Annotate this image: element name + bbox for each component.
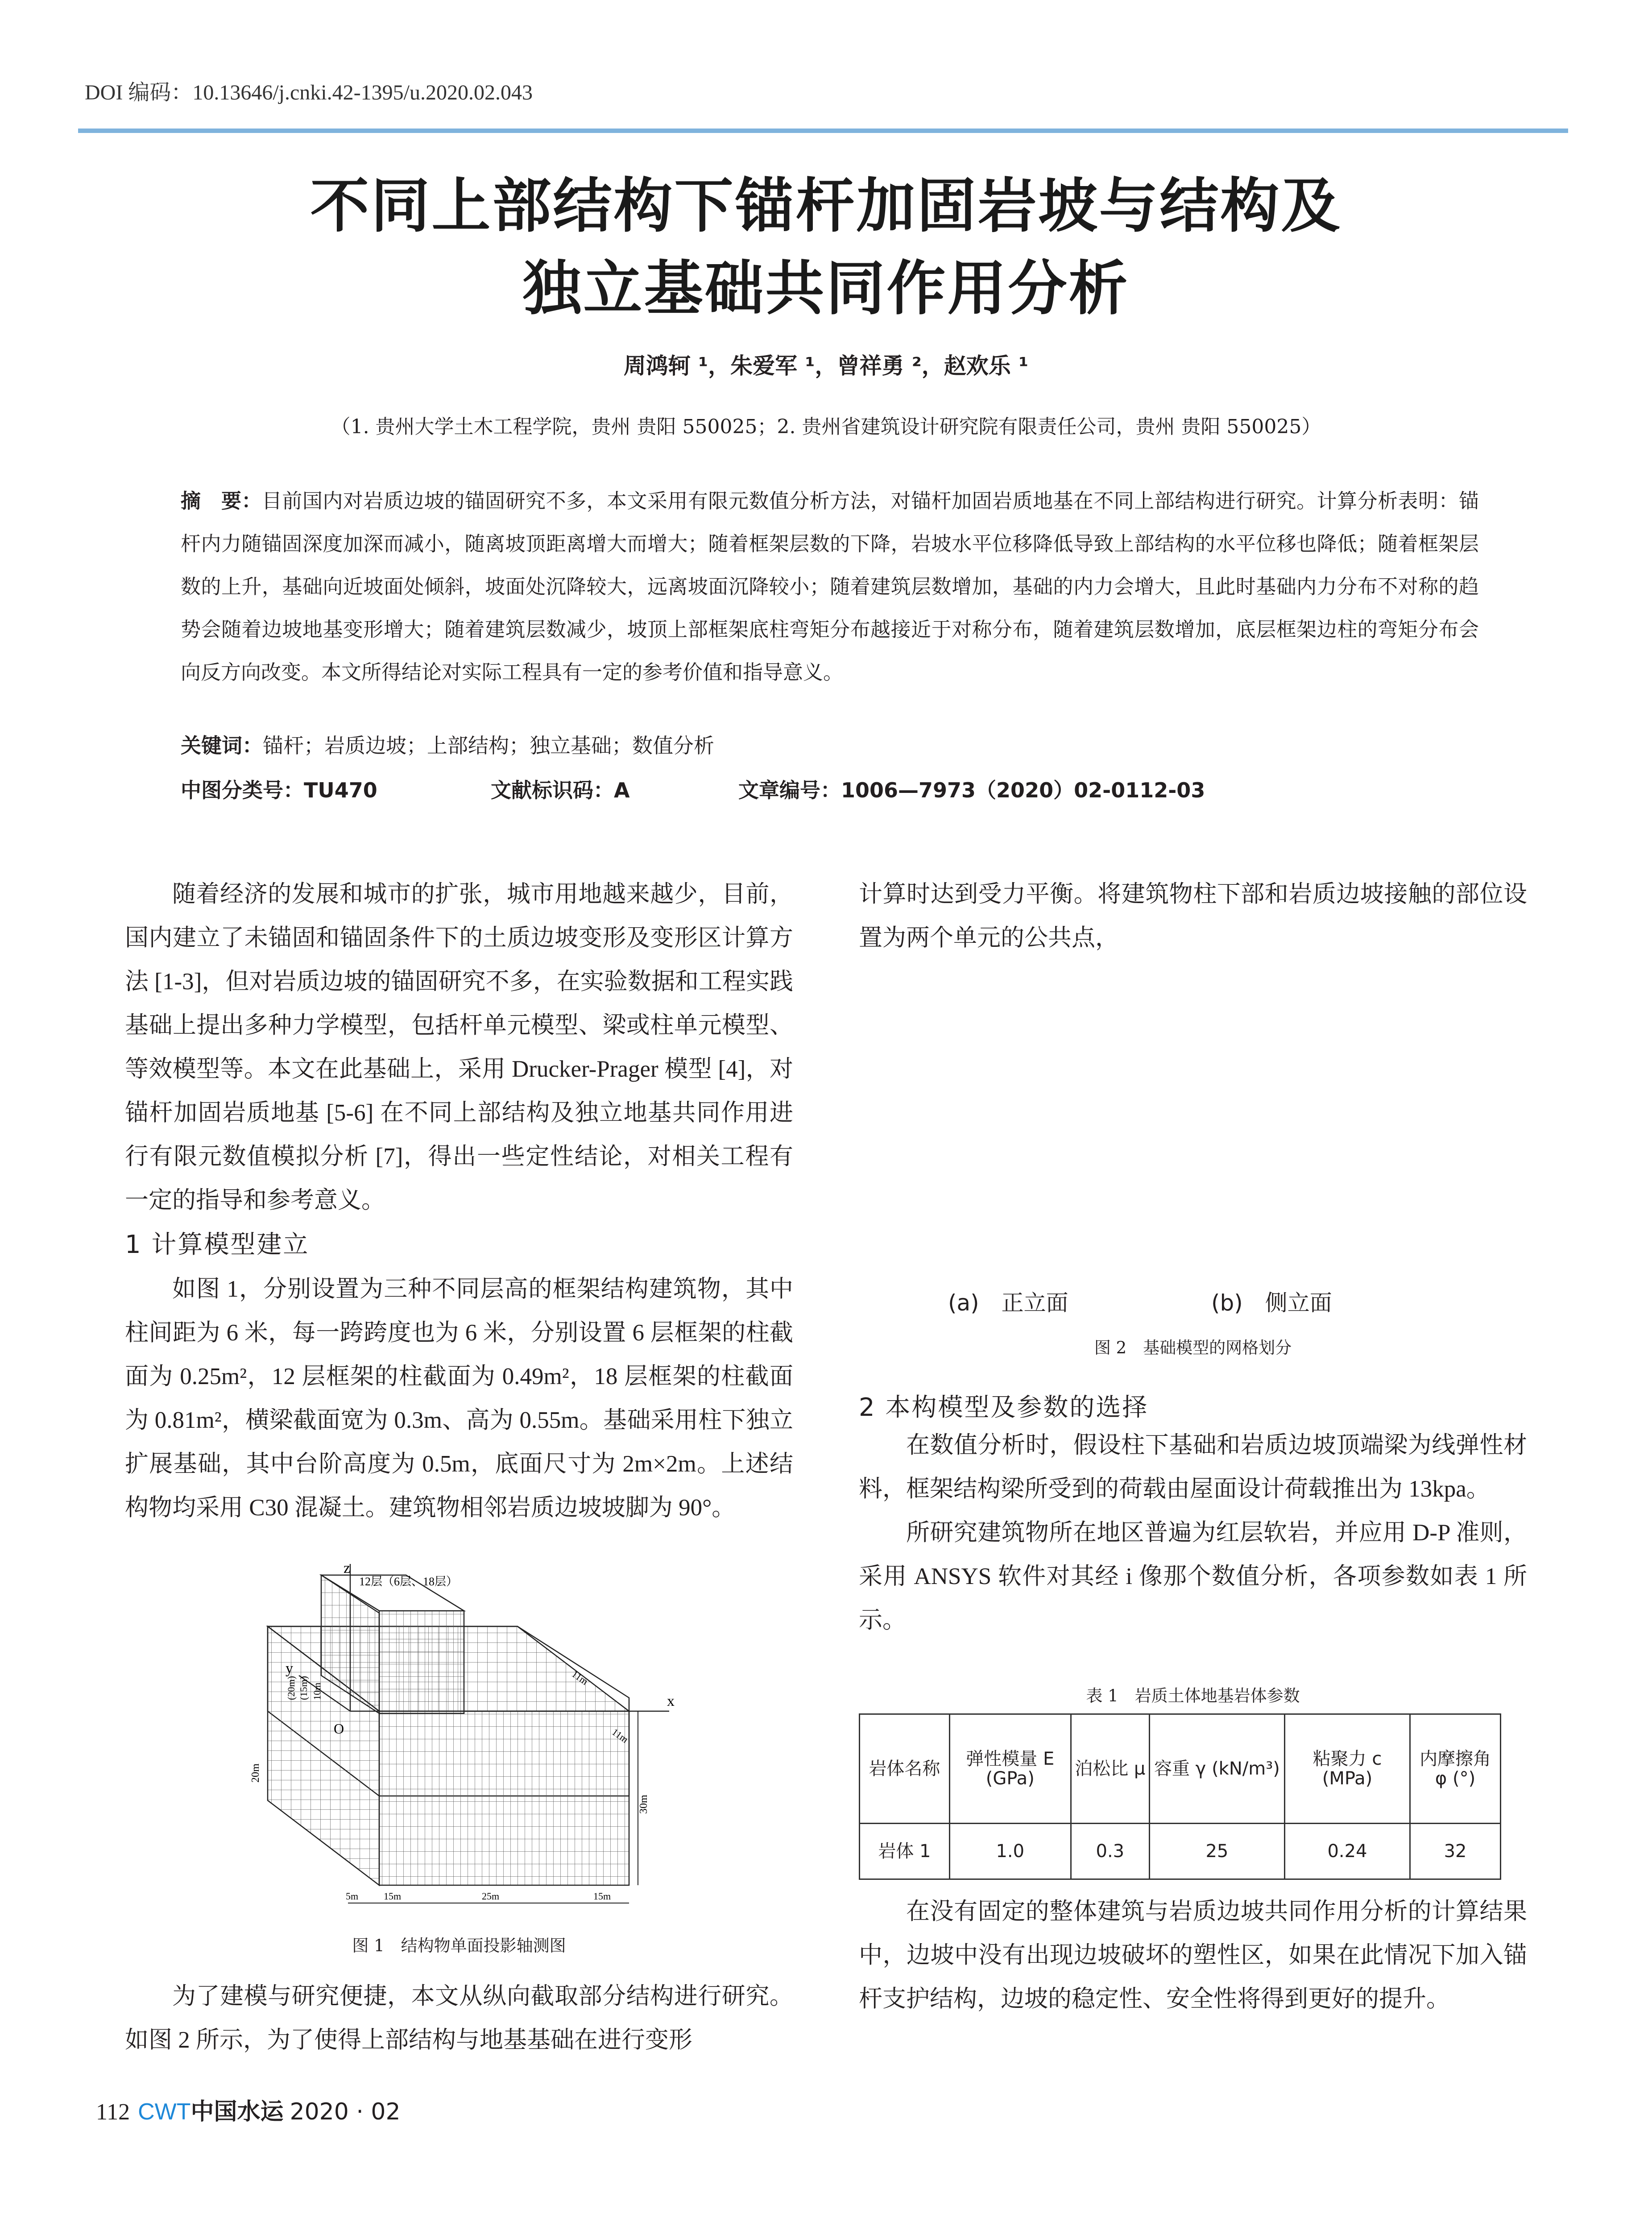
table-cell: 0.24 [1284, 1824, 1410, 1879]
dim-30m: 30m [638, 1795, 650, 1814]
keywords-label: 关键词： [181, 734, 263, 758]
section-2-title: 2 本构模型及参数的选择 [859, 1393, 1149, 1422]
table-1-caption: 表 1 岩质土体地基岩体参数 [1086, 1686, 1300, 1705]
figure-1-caption: 图 1 结构物单面投影轴测图 [352, 1936, 566, 1955]
table-header-cell: 容重 γ (kN/m³) [1149, 1714, 1284, 1824]
title-line-1: 不同上部结构下锚杆加固岩坡与结构及 [310, 172, 1342, 241]
table-row [860, 1824, 1501, 1879]
article-number: 文章编号：1006—7973（2020）02-0112-03 [738, 778, 1205, 802]
intro-text: 随着经济的发展和城市的扩张，城市用地越来越少，目前，国内建立了未锚固和锚固条件下的土质边坡变形及变形区计算方法 [1-3]，但对岩质边坡的锚固研究不多，在实验数据和工程实践基础上提出多种力学模型，包括杆单元模型、梁或柱单元模型、等效模型等。本文在此基础上，采用 Drucker-Prager 模型 [4]，对锚杆加固岩质地基 [5-6] 在不同上部结构及独立地基共同作用进行有限元数值模拟分析 [7]，得出一些定性结论，对相关工程有一定的指导和参考意义。 [125, 881, 793, 1213]
table-cell: 岩体 1 [860, 1824, 950, 1879]
figure-2b-label: (b) 侧立面 [1211, 1290, 1332, 1316]
bottom-dim-1: 5m [346, 1891, 359, 1902]
section-1-title: 1 计算模型建立 [125, 1230, 310, 1259]
z-label: z [344, 1564, 351, 1576]
right-column-continuation [859, 872, 1527, 960]
table-cell: 1.0 [949, 1824, 1071, 1879]
bottom-dim-3: 25m [482, 1891, 500, 1902]
bottom-dim-2: 15m [384, 1891, 402, 1902]
dim-20m-left: 20m [250, 1763, 261, 1783]
section-1-text: 如图 1，分别设置为三种不同层高的框架结构建筑物，其中柱间距为 6 米，每一跨跨度也为 6 米，分别设置 6 层框架的柱截面为 0.25m²，12 层框架的柱截面为 0.49m²，18 层框架的柱截面为 0.81m²，横梁截面宽为 0.3m、高为 0.55m。基础采用柱下独立扩展基础，其中台阶高度为 0.5m，底面尺寸为 2m×2m。上述结构物均采用 C30 混凝土。建筑物相邻岩质边坡坡脚为 90°。 [125, 1276, 793, 1521]
y-label: y [286, 1660, 293, 1677]
table-cell: 25 [1149, 1824, 1284, 1879]
after-table-text: 在没有固定的整体建筑与岩质边坡共同作用分析的计算结果中，边坡中没有出现边坡破坏的塑性区，如果在此情况下加入锚杆支护结构，边坡的稳定性、安全性将得到更好的提升。 [859, 1899, 1527, 2012]
dim-11m-a: 11m [570, 1668, 590, 1688]
affiliation: （1. 贵州大学土木工程学院，贵州 贵阳 550025；2. 贵州省建筑设计研究院有限责任公司，贵州 贵阳 550025） [331, 415, 1321, 438]
title-line-2: 独立基础共同作用分析 [522, 254, 1130, 323]
storeys-note: 12层（6层、18层） [359, 1575, 458, 1588]
after-table-paragraph [859, 1890, 1527, 2021]
dim-11m-b: 11m [610, 1726, 630, 1746]
doi-code: DOI 编码：10.13646/j.cnki.42-1395/u.2020.02.043 [85, 81, 533, 104]
base-front-face [379, 1711, 629, 1885]
x-label: x [667, 1693, 675, 1709]
dim-20m-top: (20m) [286, 1676, 297, 1700]
table-header-cell: 内摩擦角 φ (°) [1410, 1714, 1501, 1824]
keywords-text: 锚杆；岩质边坡；上部结构；独立基础；数值分析 [263, 734, 714, 758]
dim-15m-top: (15m) [298, 1676, 309, 1700]
tower-front-face [379, 1611, 464, 1713]
clc-number: 中图分类号：TU470 [181, 778, 377, 802]
authors: 周鸿轲 ¹，朱爱军 ¹，曾祥勇 ²，赵欢乐 ¹ [623, 353, 1029, 379]
section-1-body [125, 1267, 793, 1530]
cwt-logo: CWT [138, 2099, 191, 2125]
magazine-name: 中国水运 [190, 2098, 284, 2125]
header-divider [78, 129, 1568, 133]
continuation-text: 计算时达到受力平衡。将建筑物柱下部和岩质边坡接触的部位设置为两个单元的公共点， [859, 881, 1527, 951]
page-footer [96, 2093, 401, 2126]
after-figure-1 [125, 1974, 793, 2062]
table-header-cell: 岩体名称 [860, 1714, 950, 1824]
table-header-row [860, 1714, 1501, 1824]
abstract-label: 摘 要： [181, 489, 262, 513]
intro-paragraph [125, 872, 793, 1222]
table-header-cell: 泊松比 μ [1071, 1714, 1149, 1824]
table-1 [859, 1713, 1501, 1880]
document-code: 文献标识码：A [491, 778, 630, 802]
table-header-cell: 弹性模量 E (GPa) [949, 1714, 1071, 1824]
section-2-body [859, 1423, 1527, 1642]
figure-2a-label: (a) 正立面 [948, 1290, 1068, 1316]
page-number: 112 [96, 2099, 130, 2125]
table-cell: 0.3 [1071, 1824, 1149, 1879]
keywords [181, 730, 714, 759]
origin-label: O [334, 1721, 344, 1737]
abstract [181, 480, 1479, 694]
section-2-paragraph-1: 在数值分析时，假设柱下基础和岩质边坡顶端梁为线弹性材料，框架结构梁所受到的荷载由屋面设计荷载推出为 13kpa。 [859, 1432, 1527, 1502]
table-header-cell: 粘聚力 c (MPa) [1284, 1714, 1410, 1824]
section-2-paragraph-2: 所研究建筑物所在地区普遍为红层软岩，并应用 D-P 准则，采用 ANSYS 软件对其经 i 像那个数值分析，各项参数如表 1 所示。 [859, 1520, 1527, 1633]
issue-number: 2020 · 02 [290, 2098, 401, 2125]
after-figure-1-text: 为了建模与研究便捷，本文从纵向截取部分结构进行研究。如图 2 所示，为了使得上部结构与地基基础在进行变形 [125, 1983, 793, 2053]
abstract-text: 目前国内对岩质边坡的锚固研究不多，本文采用有限元数值分析方法，对锚杆加固岩质地基在不同上部结构进行研究。计算分析表明：锚杆内力随锚固深度加深而减小，随离坡顶距离增大而增大；随着框架层数的下降，岩坡水平位移降低导致上部结构的水平位移也降低；随着框架层数的上升，基础向近坡面处倾斜，坡面处沉降较大，远离坡面沉降较小；随着建筑层数增加，基础的内力会增大，且此时基础内力分布不对称的趋势会随着边坡地基变形增大；随着建筑层数减少，坡顶上部框架底柱弯矩分布越接近于对称分布，随着建筑层数增加，底层框架边柱的弯矩分布会向反方向改变。本文所得结论对实际工程具有一定的参考价值和指导意义。 [181, 489, 1479, 684]
dim-10m: 10m [311, 1682, 323, 1700]
figure-1-axonometric [232, 1564, 687, 1916]
bottom-dim-4: 15m [593, 1891, 611, 1902]
table-cell: 32 [1410, 1824, 1501, 1879]
figure-2-caption: 图 2 基础模型的网格划分 [1094, 1338, 1292, 1357]
